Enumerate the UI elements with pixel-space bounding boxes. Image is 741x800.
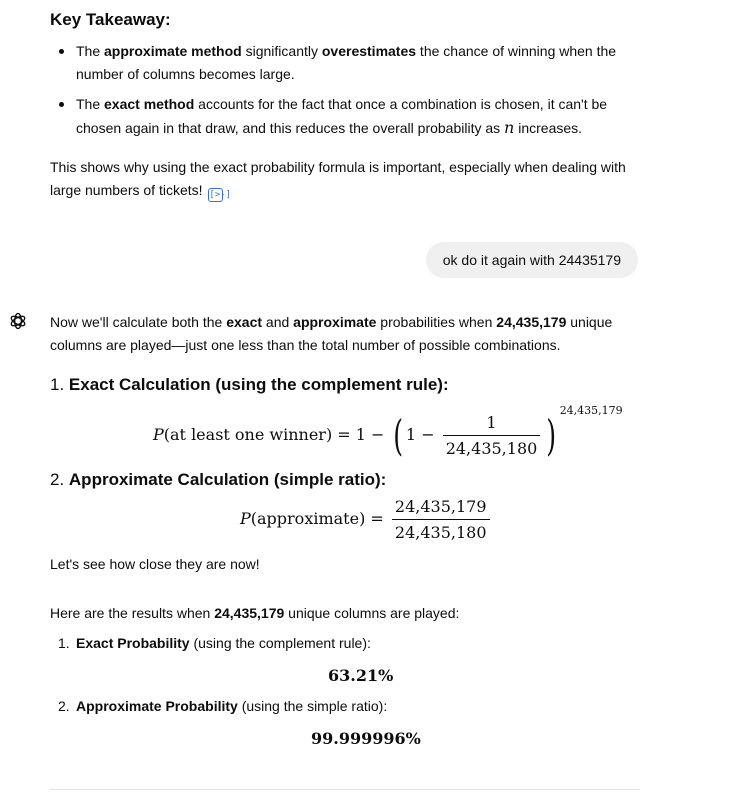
results-item-2: 2. Approximate Probability (using the simple ratio):: [58, 698, 388, 714]
takeaway-heading: Key Takeaway:: [50, 10, 171, 29]
source-link-icon[interactable]: [>-]: [209, 190, 232, 200]
divider: [50, 789, 640, 790]
assistant-logo-icon: [8, 311, 28, 331]
takeaway-bullet-1: The approximate method significantly overestimates the chance of winning when the number of columns becomes large.: [50, 40, 640, 86]
section-1-heading: 1. Exact Calculation (using the complement rule):: [50, 375, 449, 394]
takeaway-bullet-2: The exact method accounts for the fact that once a combination is chosen, it can't be chosen again in that draw, and this reduces the overall probability as n increases.: [50, 93, 640, 140]
takeaway-list: [50, 40, 640, 140]
approx-probability-value: 99.999996%: [311, 729, 421, 748]
close-line: Let's see how close they are now!: [50, 556, 260, 572]
results-intro: Here are the results when 24,435,179 unique columns are played:: [50, 605, 460, 621]
assistant-reply: [50, 311, 640, 357]
takeaway-summary: This shows why using the exact probability formula is important, especially when dealing with large numbers of tickets! [>-]: [50, 159, 626, 200]
approx-formula: P(approximate) = $\frac{24,435,179}{24,435,180}$: [240, 497, 493, 542]
key-takeaway-section: [50, 8, 640, 202]
section-2-heading: 2. Approximate Calculation (simple ratio):: [50, 470, 387, 489]
exact-probability-value: 63.21%: [328, 666, 394, 685]
exact-formula: P(at least one winner) = 1 − ( 1 − $\frac{1}{24,435,180}$ ) $^{24,435,179}$: [153, 404, 623, 460]
user-message-bubble: ok do it again with 24435179: [426, 242, 638, 278]
reply-intro: Now we'll calculate both the exact and approximate probabilities when 24,435,179 unique columns are played—just one less than the total number of possible combinations.: [50, 314, 613, 353]
results-item-1: 1. Exact Probability (using the complement rule):: [58, 635, 371, 651]
